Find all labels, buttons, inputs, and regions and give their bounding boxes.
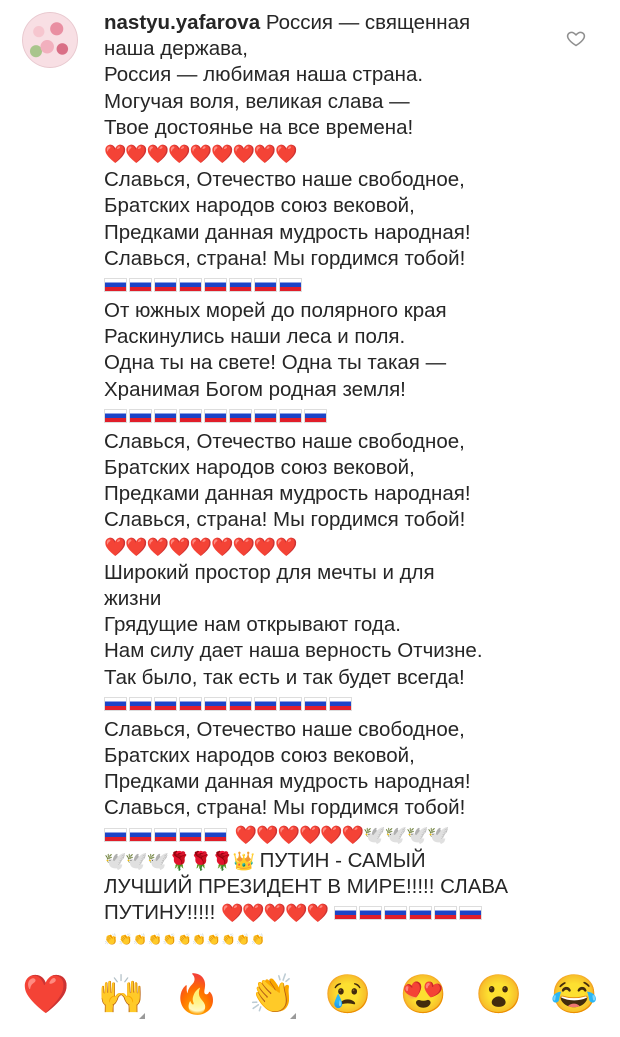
russia-flag-icon	[434, 906, 457, 920]
russia-flag-icon	[359, 906, 382, 920]
emoji-sequence: ❤️❤️❤️❤️❤️❤️🕊️🕊️🕊️🕊️	[234, 824, 449, 845]
heart-emoji-row: ❤️❤️❤️❤️❤️❤️❤️❤️❤️	[104, 144, 297, 165]
russia-flag-icon	[334, 906, 357, 920]
russia-flag-icon	[254, 278, 277, 292]
russia-flag-icon	[229, 697, 252, 711]
flag-row	[104, 272, 544, 298]
comment-line: Россия — любимая наша страна.	[104, 63, 424, 87]
russia-flag-icon	[129, 697, 152, 711]
variant-indicator-icon	[290, 1013, 296, 1019]
fire-emoji[interactable]: 🔥	[173, 974, 221, 1016]
russia-flag-icon	[459, 906, 482, 920]
comment-line: Братских народов союз вековой,	[104, 194, 415, 218]
raising-hands-emoji[interactable]: 🙌	[91, 973, 151, 1017]
comment-text	[104, 10, 544, 953]
heart-outline-icon[interactable]	[566, 28, 586, 48]
russia-flag-icon	[204, 697, 227, 711]
comment-tail-line-4	[104, 900, 544, 926]
russia-flag-icon	[229, 409, 252, 423]
comment-tail-line-2	[104, 848, 544, 874]
comment-line: Братских народов союз вековой,	[104, 456, 415, 480]
russia-flag-icon	[254, 409, 277, 423]
comment-line: Предками данная мудрость народная!	[104, 220, 471, 244]
comment-line: Нам силу дает наша верность Отчизне.	[104, 639, 483, 663]
comment-line: Славься, страна! Мы гордимся тобой!	[104, 508, 466, 532]
russia-flag-icon	[179, 697, 202, 711]
russia-flag-icon	[279, 697, 302, 711]
comment-line: Так было, так есть и так будет всегда!	[104, 665, 465, 689]
russia-flag-icon	[304, 697, 327, 711]
comment-line: Братских народов союз вековой,	[104, 744, 415, 768]
comment-line: ПУТИНУ!!!!!	[104, 901, 222, 925]
comment-line: Россия — священная	[265, 11, 471, 34]
russia-flag-icon	[254, 697, 277, 711]
russia-flag-icon	[304, 409, 327, 423]
comment-tail-line-5: 👏👏👏👏👏👏👏👏👏👏👏	[104, 933, 266, 946]
russia-flag-icon	[154, 697, 177, 711]
russia-flag-icon	[229, 278, 252, 292]
russia-flag-icon	[104, 409, 127, 423]
russia-flag-icon	[279, 409, 302, 423]
emoji-sequence: 🕊️🕊️🕊️🌹🌹🌹👑	[104, 850, 254, 871]
red-heart-emoji[interactable]: ❤️	[22, 974, 70, 1016]
comment-line: От южных морей до полярного края	[104, 299, 447, 323]
comment-line: Широкий простор для мечты и для	[104, 560, 435, 584]
russia-flag-icon	[154, 409, 177, 423]
comment-line: Предками данная мудрость народная!	[104, 482, 471, 506]
avatar[interactable]	[22, 12, 78, 68]
flag-row	[104, 691, 544, 717]
comment-line: Славься, страна! Мы гордимся тобой!	[104, 246, 466, 270]
clapping-hands-emoji[interactable]: 👏	[242, 973, 302, 1017]
russia-flag-icon	[179, 828, 202, 842]
russia-flag-icon	[204, 409, 227, 423]
comment-line: Могучая воля, великая слава —	[104, 89, 410, 113]
comment-line: жизни	[104, 587, 162, 611]
surprised-face-emoji[interactable]: 😮	[475, 974, 523, 1016]
comment-line: Предками данная мудрость народная!	[104, 770, 471, 794]
comment-line: Грядущие нам открывают года.	[104, 613, 401, 637]
comment-line: наша держава,	[104, 37, 248, 61]
tears-of-joy-emoji[interactable]: 😂	[550, 974, 598, 1016]
russia-flag-icon	[104, 828, 127, 842]
comment-line: Твое достоянье на все времена!	[104, 115, 414, 139]
russia-flag-icon	[154, 828, 177, 842]
quick-reactions-bar	[0, 965, 620, 1025]
russia-flag-icon	[279, 278, 302, 292]
comment-tail-line-3: ЛУЧШИЙ ПРЕЗИДЕНТ В МИРЕ!!!!! СЛАВА	[104, 875, 509, 899]
russia-flag-icon	[104, 278, 127, 292]
comment-line: Раскинулись наши леса и поля.	[104, 325, 406, 349]
comment-first-line	[104, 10, 544, 36]
russia-flag-icon	[179, 409, 202, 423]
russia-flag-icon	[204, 828, 227, 842]
russia-flag-icon	[154, 278, 177, 292]
crying-face-emoji[interactable]: 😢	[324, 974, 372, 1016]
username[interactable]: nastyu.yafarova	[104, 11, 261, 34]
comment-line: ПУТИН - САМЫЙ	[259, 848, 426, 872]
russia-flag-icon	[129, 828, 152, 842]
comment-tail-line-1	[104, 822, 544, 848]
russia-flag-icon	[129, 278, 152, 292]
heart-eyes-emoji[interactable]: 😍	[399, 974, 447, 1016]
comment-line: Одна ты на свете! Одна ты такая —	[104, 351, 447, 375]
russia-flag-icon	[104, 697, 127, 711]
russia-flag-icon	[204, 278, 227, 292]
variant-indicator-icon	[139, 1013, 145, 1019]
comment-line: Славься, Отечество наше свободное,	[104, 429, 465, 453]
russia-flag-icon	[409, 906, 432, 920]
russia-flag-icon	[329, 697, 352, 711]
emoji-sequence: ❤️❤️❤️❤️❤️	[221, 903, 329, 924]
russia-flag-icon	[129, 409, 152, 423]
comment-line: Славься, Отечество наше свободное,	[104, 717, 465, 741]
comment-line: Славься, страна! Мы гордимся тобой!	[104, 796, 466, 820]
comment-line: Славься, Отечество наше свободное,	[104, 168, 465, 192]
russia-flag-icon	[384, 906, 407, 920]
flag-row	[104, 403, 544, 429]
russia-flag-icon	[179, 278, 202, 292]
heart-emoji-row: ❤️❤️❤️❤️❤️❤️❤️❤️❤️	[104, 536, 297, 557]
comment-line: Хранимая Богом родная земля!	[104, 377, 406, 401]
